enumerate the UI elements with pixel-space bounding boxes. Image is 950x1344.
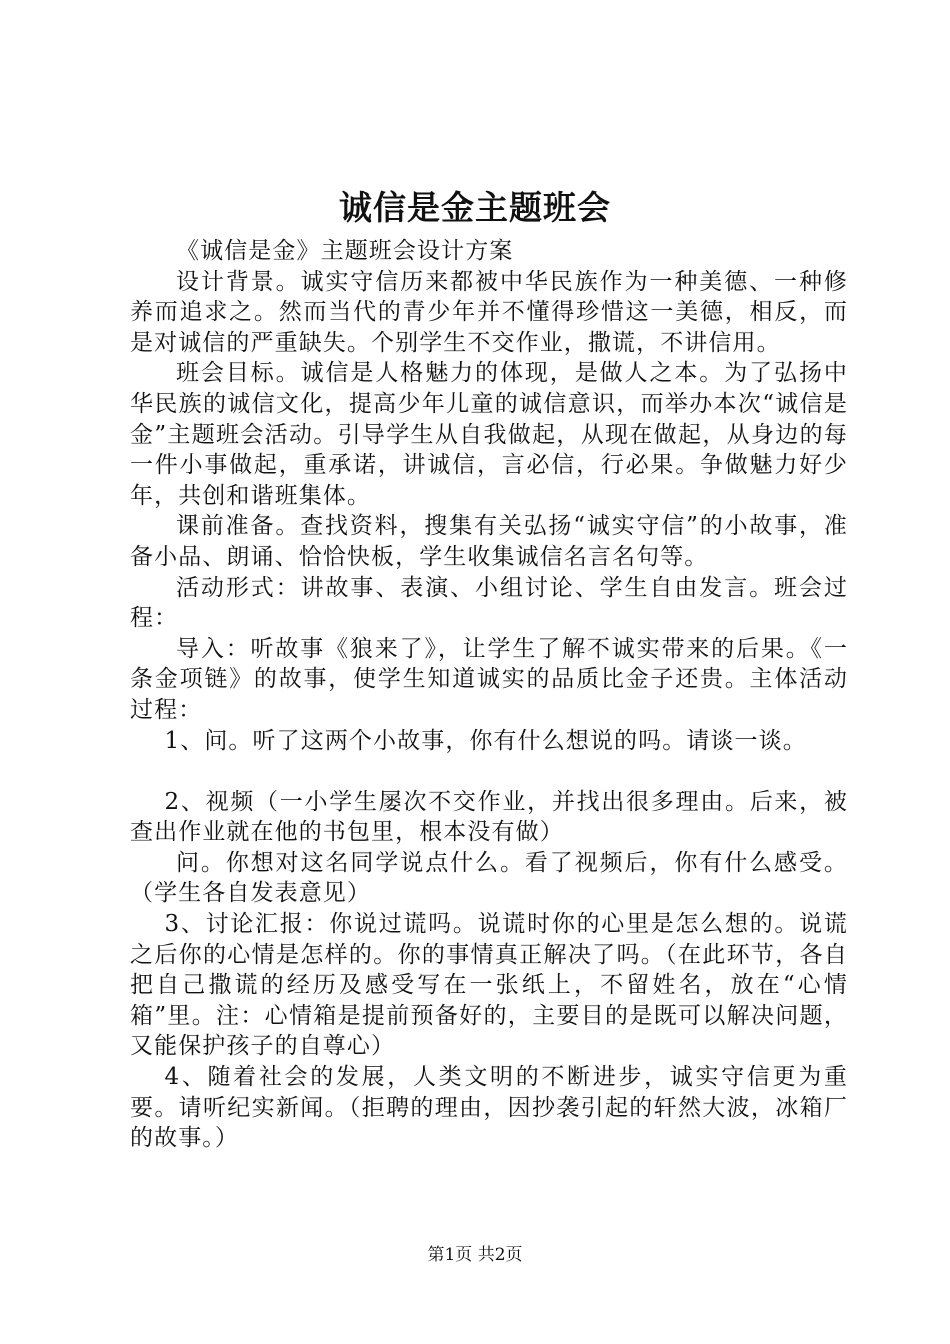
document-body [130,236,848,1154]
paragraph-activity-form: 活动形式：讲故事、表演、小组讨论、学生自由发言。班会过程： [130,574,848,632]
paragraph-introduction: 导入：听故事《狼来了》，让学生了解不诚实带来的后果。《一条金项链》的故事，使学生知道诚实的品质比金子还贵。主体活动过程： [130,635,848,723]
paragraph-background: 设计背景。诚实守信历来都被中华民族作为一种美德、一种修养而追求之。然而当代的青少年并不懂得珍惜这一美德，相反，而是对诚信的严重缺失。个别学生不交作业，撒谎，不讲信用。 [130,268,848,356]
document-title: 诚信是金主题班会 [339,188,611,227]
blank-line [130,756,848,787]
paragraph-goal: 班会目标。诚信是人格魅力的体现，是做人之本。为了弘扬中华民族的诚信文化，提高少年儿童的诚信意识，而举办本次“诚信是金”主题班会活动。引导学生从自我做起，从现在做起，从身边的每一件小事做起，重承诺，讲诚信，言必信，行必果。争做魅力好少年，共创和谐班集体。 [130,360,848,509]
paragraph-step-3: 3、讨论汇报：你说过谎吗。说谎时你的心里是怎么想的。说谎之后你的心情是怎样的。你的事情真正解决了吗。（在此环节，各自把自己撒谎的经历及感受写在一张纸上，不留姓名，放在“心情箱”里。注：心情箱是提前预备好的，主要目的是既可以解决问题，又能保护孩子的自尊心） [130,911,848,1060]
page-footer: 第1页 共2页 [427,1245,523,1265]
plan-heading: 《诚信是金》主题班会设计方案 [176,238,514,264]
paragraph-question: 问。你想对这名同学说点什么。看了视频后，你有什么感受。（学生各自发表意见） [130,849,848,907]
paragraph-step-2: 2、视频（一小学生屡次不交作业，并找出很多理由。后来，被查出作业就在他的书包里，根本没有做） [130,788,848,846]
paragraph-step-1: 1、问。听了这两个小故事，你有什么想说的吗。请谈一谈。 [164,727,807,754]
paragraph-preparation: 课前准备。查找资料，搜集有关弘扬“诚实守信”的小故事，准备小品、朗诵、恰恰快板，学生收集诚信名言名句等。 [130,513,848,570]
paragraph-step-4: 4、随着社会的发展，人类文明的不断进步，诚实守信更为重要。请听纪实新闻。（拒聘的理由，因抄袭引起的轩然大波，冰箱厂的故事。） [130,1064,848,1152]
